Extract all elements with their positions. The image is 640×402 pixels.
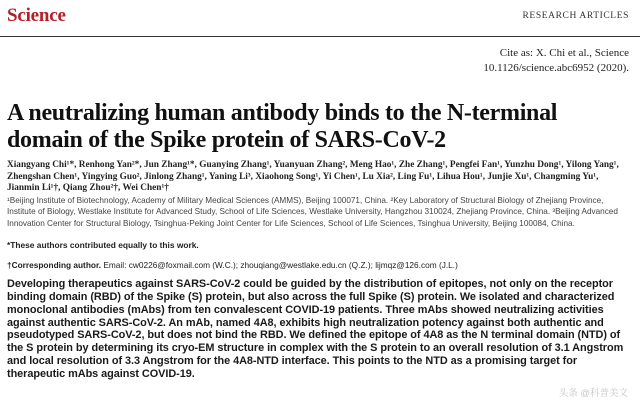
citation-doi: 10.1126/science.abc6952 (2020). xyxy=(483,62,629,74)
paper-title: A neutralizing human antibody binds to the N-terminal domain of the Spike protein of SARS-CoV-2 xyxy=(7,100,558,153)
corresponding-emails: Email: cw0226@foxmail.com (W.C.); zhouqiang@westlake.edu.cn (Q.Z.); lijmqz@126.com (J.L.) xyxy=(101,260,458,270)
corresponding-label: †Corresponding author. xyxy=(7,260,102,270)
journal-logo: Science xyxy=(7,5,66,26)
corresponding-author xyxy=(7,260,458,270)
abstract: Developing therapeutics against SARS-CoV-2 could be guided by the distribution of epitopes, not only on the receptor binding domain (RBD) of the Spike (S) protein, but also across the full Spike (S) protein. We isolated and characterized monoclonal antibodies (mAbs) from ten convalescent COVID-19 patients. Three mAbs showed neutralizing activities against authentic SARS-CoV-2. An mAb, named 4A8, exhibits high neutralization potency against both authentic and pseudotyped SARS-CoV-2, but does not bind the RBD. We defined the epitope of 4A8 as the N terminal domain (NTD) of the S protein by determining its cryo-EM structure in complex with the S protein to an overall resolution of 3.1 Angstrom and local resolution of 3.3 Angstrom for the 4A8-NTD interface. This points to the NTD as a promising target for therapeutic mAbs against COVID-19. xyxy=(7,278,624,380)
affiliations: ¹Beijing Institute of Biotechnology, Academy of Military Medical Sciences (AMMS), Beijing 100071, China. ²Key Laboratory of Structural Biology of Zhejiang Province, Institute of Biology, Westlake Institute for Advanced Study, School of Life Sciences, Westlake University, Hangzhou 310024, Zhejiang Province, China. ³Beijing Advanced Innovation Center for Structural Biology, Tsinghua-Peking Joint Center for Life Sciences, School of Life Sciences, Tsinghua University, Beijing 100084, China. xyxy=(7,196,618,228)
watermark: 头条 @科普美文 xyxy=(558,388,628,399)
header-divider xyxy=(0,36,640,37)
citation-line-1: Cite as: X. Chi et al., Science xyxy=(499,47,629,59)
citation-block xyxy=(483,46,629,76)
equal-contribution-note: *These authors contributed equally to this work. xyxy=(7,240,199,250)
section-label: RESEARCH ARTICLES xyxy=(522,11,629,21)
author-list: Xiangyang Chi¹*, Renhong Yan²*, Jun Zhang¹*, Guanying Zhang¹, Yuanyuan Zhang², Meng Hao¹, Zhe Zhang¹, Pengfei Fan¹, Yunzhu Dong¹, Yilong Yang¹, Zhengshan Chen¹, Yingying Guo², Jinlong Zhang¹, Yaning Li³, Xiaohong Song¹, Yi Chen¹, Lu Xia², Ling Fu¹, Lihua Hou¹, Junjie Xu¹, Changming Yu¹, Jianmin Li¹†, Qiang Zhou²†, Wei Chen¹† xyxy=(7,160,619,194)
